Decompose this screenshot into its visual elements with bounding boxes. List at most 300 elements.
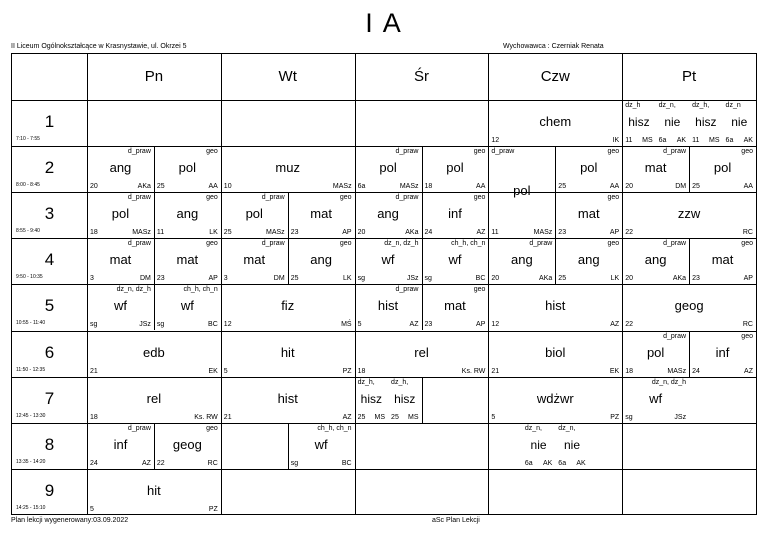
lesson-cell (422, 146, 489, 192)
lesson-room: 25 (558, 275, 567, 283)
lesson-cell (355, 238, 422, 284)
lesson-teacher: MŚ (341, 321, 352, 329)
lesson-cell (488, 377, 622, 423)
lesson-room: 20 (357, 229, 366, 237)
lesson-subject: mat (176, 252, 199, 268)
lesson-subject: hisz (695, 115, 717, 130)
lesson-cell (355, 284, 422, 330)
lesson-room: 11 (491, 229, 499, 237)
lesson-group: d_praw (261, 240, 285, 248)
lesson-teacher: AKa (405, 229, 419, 237)
lesson-room: 6a (658, 137, 667, 145)
lesson-cell (422, 284, 489, 330)
day-header: Pn (144, 68, 164, 85)
lesson-teacher: MASz (332, 183, 352, 191)
lesson-subject: fiz (281, 298, 295, 314)
lesson-room: 20 (625, 275, 633, 283)
lesson-teacher: AK (542, 459, 553, 467)
lesson-divider (154, 238, 155, 284)
lesson-subject: ang (577, 252, 600, 268)
lesson-room: 3 (223, 275, 228, 283)
lesson-group: geo (741, 240, 753, 248)
lesson-subject: mat (644, 160, 667, 176)
app-credit: aSc Plan Lekcji (432, 517, 480, 524)
lesson-group: d_praw (127, 148, 151, 156)
lesson-room: 23 (692, 275, 700, 283)
lesson-subject: nie (664, 115, 681, 130)
lesson-teacher: AKa (672, 275, 687, 283)
lesson-cell (355, 146, 422, 192)
lesson-teacher: AKa (137, 183, 151, 191)
lesson-group: geo (741, 332, 753, 340)
lesson-teacher: EK (208, 367, 218, 375)
lesson-teacher: PZ (342, 367, 352, 375)
lesson-teacher: MASz (667, 367, 687, 375)
lesson-subject: geog (172, 436, 202, 452)
lesson-teacher: DM (140, 275, 151, 283)
lesson-divider (689, 146, 690, 192)
lesson-teacher: MASz (533, 229, 553, 237)
lesson-group: geo (339, 240, 352, 248)
lesson-subject: ang (176, 206, 199, 222)
lesson-group: d_praw (127, 240, 151, 248)
lesson-cell (288, 238, 355, 284)
period-number: 1 (44, 112, 55, 131)
lesson-subject: pol (245, 206, 263, 222)
lesson-teacher: Ks. RW (194, 413, 218, 421)
period-time: 9:50 - 10:35 (16, 274, 43, 281)
lesson-subject: pol (446, 160, 464, 176)
lesson-room: 25 (391, 413, 399, 421)
lesson-cell (221, 284, 355, 330)
lesson-subject: hist (377, 298, 399, 314)
lesson-group: geo (607, 148, 620, 156)
lesson-cell (422, 192, 489, 238)
lesson-subject: ang (310, 252, 332, 268)
lesson-subject: hist (545, 298, 566, 314)
lesson-group: d_praw (395, 148, 419, 156)
lesson-group: dz_n, (524, 424, 542, 432)
lesson-cell (622, 238, 689, 284)
lesson-room: 6a (357, 183, 366, 191)
lesson-group: dz_n, dz_h (116, 286, 151, 294)
lesson-room: 12 (491, 321, 500, 329)
lesson-subject: inf (715, 344, 730, 360)
lesson-cell (555, 238, 622, 284)
lesson-teacher: MS (709, 137, 720, 145)
lesson-divider (288, 423, 289, 469)
day-header: Pt (681, 68, 697, 85)
lesson-subject: rel (146, 390, 162, 406)
lesson-teacher: AZ (476, 229, 486, 237)
lesson-cell (488, 146, 555, 238)
period-time: 12:45 - 13:30 (16, 412, 46, 419)
lesson-group: dz_h (625, 102, 641, 109)
period-number: 9 (44, 480, 55, 500)
lesson-group: d_praw (395, 194, 419, 202)
lesson-teacher: BC (208, 321, 218, 329)
lesson-room: 25 (156, 183, 165, 191)
lesson-group: dz_h, (692, 102, 710, 109)
lesson-teacher: RC (742, 229, 753, 237)
lesson-group: geo (473, 194, 486, 202)
lesson-cell (622, 100, 655, 146)
lesson-cell (154, 423, 221, 469)
lesson-room: 3 (90, 275, 94, 283)
lesson-subject: pol (713, 160, 732, 176)
period-time: 8:55 - 9:40 (16, 228, 40, 235)
lesson-room: 23 (290, 229, 299, 237)
lesson-subject: nie (564, 437, 581, 452)
lesson-room: 24 (424, 229, 433, 237)
lesson-group: geo (607, 194, 620, 202)
lesson-group: dz_n, (558, 424, 576, 432)
lesson-subject: zzw (677, 206, 701, 222)
lesson-teacher: AP (342, 229, 352, 237)
lesson-teacher: MASz (132, 229, 151, 237)
lesson-room: sg (156, 321, 165, 329)
lesson-cell (555, 146, 622, 192)
lesson-group: dz_h, (357, 378, 375, 386)
period-time: 11:50 - 12:35 (16, 366, 46, 373)
lesson-room: sg (290, 459, 299, 467)
lesson-cell (422, 238, 489, 284)
lesson-teacher: MS (642, 137, 653, 145)
lesson-teacher: AK (576, 459, 586, 467)
lesson-teacher: JSz (406, 275, 419, 283)
lesson-subject: hisz (628, 115, 650, 130)
lesson-divider (154, 192, 155, 238)
lesson-teacher: JSz (139, 321, 151, 329)
lesson-room: sg (357, 275, 365, 283)
lesson-teacher: AZ (744, 367, 753, 375)
lesson-room: 25 (290, 275, 299, 283)
lesson-cell (488, 284, 622, 330)
lesson-group: d_praw (127, 194, 151, 202)
lesson-cell (488, 331, 622, 377)
lesson-subject: pol (111, 206, 130, 222)
lesson-cell (388, 377, 421, 423)
lesson-cell (221, 331, 355, 377)
lesson-group: ch_h, ch_n (183, 286, 218, 294)
lesson-cell (723, 100, 756, 146)
lesson-subject: muz (275, 160, 300, 176)
lesson-divider (288, 192, 289, 238)
lesson-cell (87, 146, 154, 192)
lesson-subject: hisz (394, 391, 416, 406)
lesson-subject: wf (448, 252, 462, 268)
lesson-subject: geog (674, 298, 704, 314)
lesson-divider (154, 423, 155, 469)
lesson-subject: mat (310, 206, 332, 222)
lesson-group: ch_h, ch_n (317, 424, 352, 432)
lesson-group: d_praw (261, 194, 285, 202)
lesson-cell (656, 100, 689, 146)
lesson-subject: nie (731, 115, 748, 130)
lesson-group: d_praw (491, 148, 515, 156)
lesson-teacher: Ks. RW (461, 367, 486, 375)
period-time: 14:25 - 15:10 (16, 504, 46, 511)
lesson-group: geo (206, 240, 218, 248)
lesson-subject: ang (109, 160, 132, 176)
lesson-divider (689, 331, 690, 377)
lesson-teacher: LK (610, 275, 620, 283)
lesson-teacher: AP (208, 275, 218, 283)
lesson-cell (689, 146, 756, 192)
lesson-cell (154, 146, 221, 192)
lesson-cell (87, 469, 221, 515)
lesson-room: 11 (156, 229, 165, 237)
lesson-room: 23 (558, 229, 567, 237)
lesson-divider (154, 146, 155, 192)
lesson-room: 25 (357, 413, 366, 421)
period-time: 7:10 - 7:55 (16, 136, 40, 142)
lesson-room: 20 (90, 183, 98, 191)
lesson-room: 25 (223, 229, 232, 237)
lesson-room: 24 (692, 367, 700, 375)
lesson-cell (221, 377, 355, 423)
lesson-teacher: AK (743, 137, 753, 145)
lesson-cell (689, 100, 722, 146)
lesson-room: 22 (625, 321, 633, 329)
lesson-subject: wf (649, 390, 663, 406)
lesson-cell (87, 192, 154, 238)
lesson-cell (221, 238, 288, 284)
lesson-subject: pol (646, 344, 665, 360)
lesson-cell (555, 192, 622, 238)
lesson-cell (622, 331, 689, 377)
lesson-group: geo (473, 286, 486, 294)
lesson-cell (522, 423, 555, 469)
lesson-group: geo (339, 194, 352, 202)
lesson-cell (622, 192, 756, 238)
lesson-group: geo (206, 148, 218, 156)
lesson-room: 18 (424, 183, 433, 191)
lesson-room: 22 (156, 459, 165, 467)
lesson-divider (288, 238, 289, 284)
lesson-group: dz_n (725, 102, 741, 109)
lesson-room: 12 (223, 321, 232, 329)
lesson-room: 21 (491, 367, 500, 375)
lesson-room: 5 (491, 413, 496, 421)
class-teacher: Wychowawca : Czerniak Renata (503, 43, 604, 50)
lesson-subject: mat (577, 206, 600, 222)
lesson-teacher: AZ (409, 321, 419, 329)
lesson-room: 25 (692, 183, 700, 191)
lesson-cell (87, 284, 154, 330)
lesson-cell (87, 377, 221, 423)
lesson-teacher: IK (612, 137, 620, 145)
lesson-group: geo (473, 148, 486, 156)
lesson-divider (422, 284, 423, 330)
lesson-subject: biol (545, 344, 566, 360)
lesson-teacher: AA (476, 183, 486, 191)
timetable-grid (11, 53, 757, 515)
lesson-group: d_praw (127, 424, 151, 432)
lesson-teacher: AP (609, 229, 620, 237)
lesson-teacher: LK (209, 229, 218, 237)
lesson-room: 20 (491, 275, 500, 283)
lesson-room: sg (424, 275, 432, 283)
lesson-teacher: AK (676, 137, 687, 145)
lesson-room: 10 (223, 183, 232, 191)
lesson-group: dz_n, dz_h (384, 240, 419, 248)
lesson-subject: pol (580, 160, 598, 176)
lesson-cell (689, 238, 756, 284)
lesson-room: 24 (90, 459, 98, 467)
lesson-subject: pol (513, 183, 531, 199)
period-number: 7 (44, 388, 55, 408)
lesson-teacher: AZ (141, 459, 151, 467)
lesson-room: 18 (625, 367, 633, 375)
lesson-room: 5 (90, 505, 94, 513)
lesson-teacher: DM (273, 275, 285, 283)
lesson-subject: pol (178, 160, 197, 176)
class-title: I A (365, 8, 403, 38)
lesson-teacher: AP (743, 275, 753, 283)
lesson-divider (154, 284, 155, 330)
lesson-divider (422, 377, 423, 423)
lesson-subject: mat (711, 252, 734, 268)
lesson-cell (355, 192, 422, 238)
lesson-subject: chem (539, 114, 572, 130)
period-number: 5 (44, 296, 55, 316)
lesson-cell (154, 284, 221, 330)
lesson-group: geo (741, 148, 753, 156)
lesson-room: 23 (424, 321, 433, 329)
lesson-room: 21 (223, 413, 232, 421)
lesson-group: geo (206, 194, 218, 202)
lesson-cell (689, 331, 756, 377)
lesson-teacher: AA (208, 183, 218, 191)
lesson-subject: inf (448, 206, 462, 222)
period-number: 4 (44, 250, 55, 270)
lesson-room: 11 (625, 137, 633, 145)
period-time: 8:00 - 8:45 (16, 182, 40, 189)
lesson-cell (87, 423, 154, 469)
period-number: 3 (44, 204, 55, 224)
lesson-teacher: RC (742, 321, 753, 329)
lesson-room: 18 (357, 367, 366, 375)
lesson-subject: hit (280, 344, 295, 360)
lesson-cell (488, 100, 622, 146)
lesson-subject: wf (113, 298, 127, 314)
lesson-teacher: PZ (610, 413, 620, 421)
lesson-room: 12 (491, 137, 500, 145)
lesson-cell (288, 192, 355, 238)
lesson-cell (221, 192, 288, 238)
lesson-room: 25 (558, 183, 567, 191)
lesson-teacher: AA (743, 183, 753, 191)
lesson-divider (555, 238, 556, 284)
lesson-cell (87, 238, 154, 284)
lesson-group: dz_n, dz_h (651, 378, 687, 386)
lesson-divider (689, 238, 690, 284)
lesson-teacher: AZ (342, 413, 352, 421)
lesson-room: sg (625, 413, 633, 421)
lesson-cell (622, 284, 756, 330)
lesson-room: 18 (90, 229, 98, 237)
lesson-room: 5 (223, 367, 228, 375)
lesson-room: 5 (357, 321, 362, 329)
lesson-subject: hisz (360, 391, 382, 406)
lesson-subject: wf (180, 298, 194, 314)
lesson-cell (154, 192, 221, 238)
lesson-teacher: AZ (610, 321, 620, 329)
period-number: 6 (44, 342, 55, 362)
day-header: Wt (278, 68, 297, 85)
lesson-subject: wf (381, 252, 395, 268)
lesson-cell (355, 377, 388, 423)
lesson-subject: mat (444, 298, 466, 314)
lesson-subject: pol (379, 160, 397, 176)
lesson-cell (355, 331, 489, 377)
lesson-group: d_praw (663, 240, 687, 248)
lesson-room: 21 (90, 367, 98, 375)
lesson-group: d_praw (663, 332, 687, 340)
lesson-cell (622, 377, 689, 423)
period-number: 2 (44, 158, 55, 178)
lesson-teacher: BC (475, 275, 486, 283)
lesson-teacher: AA (609, 183, 620, 191)
lesson-cell (87, 331, 221, 377)
lesson-subject: mat (243, 252, 266, 268)
lesson-cell (488, 238, 555, 284)
generated-date: Plan lekcji wygenerowany:03.09.2022 (11, 517, 129, 524)
lesson-group: geo (607, 240, 620, 248)
lesson-cell (288, 423, 355, 469)
lesson-teacher: PZ (208, 505, 218, 513)
lesson-room: 23 (156, 275, 165, 283)
lesson-group: d_praw (395, 286, 419, 294)
lesson-divider (422, 238, 423, 284)
lesson-subject: wf (314, 436, 328, 452)
day-header: Śr (413, 68, 429, 85)
lesson-group: d_praw (663, 148, 687, 156)
lesson-subject: ang (377, 206, 399, 222)
lesson-room: 22 (625, 229, 633, 237)
lesson-teacher: AKa (539, 275, 553, 283)
lesson-room: 20 (625, 183, 633, 191)
lesson-subject: rel (414, 344, 429, 360)
lesson-subject: wdżwr (536, 390, 574, 406)
lesson-teacher: MASz (266, 229, 285, 237)
lesson-subject: hit (147, 482, 161, 498)
lesson-cell (622, 146, 689, 192)
lesson-group: ch_h, ch_n (451, 240, 486, 248)
lesson-subject: ang (644, 252, 667, 268)
lesson-cell (555, 423, 588, 469)
lesson-subject: hist (277, 390, 298, 406)
lesson-teacher: JSz (674, 413, 687, 421)
lesson-teacher: MASz (399, 183, 419, 191)
lesson-room: 6a (558, 459, 567, 467)
lesson-subject: nie (530, 437, 547, 452)
lesson-teacher: RC (207, 459, 218, 467)
period-time: 13:35 - 14:20 (16, 458, 46, 465)
lesson-teacher: MS (374, 413, 386, 421)
lesson-group: dz_n, (658, 102, 676, 109)
lesson-room: 6a (725, 137, 734, 145)
period-number: 8 (44, 434, 55, 454)
lesson-teacher: DM (675, 183, 687, 191)
lesson-teacher: AP (476, 321, 486, 329)
lesson-group: dz_h, (391, 378, 409, 386)
lesson-cell (221, 146, 355, 192)
school-name: II Liceum Ogólnokształcące w Krasnystawie, ul. Okrzei 5 (11, 43, 187, 50)
lesson-divider (422, 192, 423, 238)
lesson-subject: inf (113, 436, 128, 452)
